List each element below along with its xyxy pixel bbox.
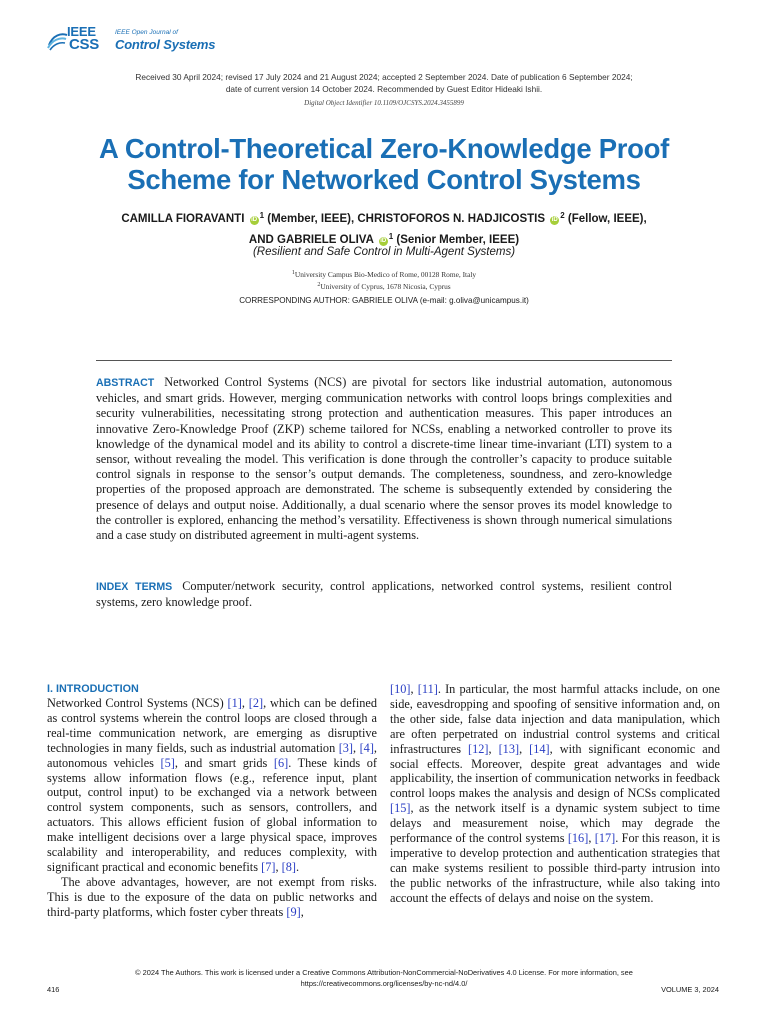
- citation-link[interactable]: [1]: [227, 696, 242, 710]
- text-run: , and smart grids: [174, 755, 274, 770]
- text-run: ,: [519, 741, 530, 756]
- text-run: The above advantages, however, are not exempt from risks. This is due to the exposure of the data on public networks and third-party platforms, which foster cyber threats: [47, 874, 377, 919]
- corresponding-author: CORRESPONDING AUTHOR: GABRIELE OLIVA (e-mail: g.oliva@unicampus.it): [239, 296, 529, 305]
- citation-link[interactable]: [14]: [529, 741, 550, 756]
- license-notice: [70, 967, 698, 989]
- index-terms-label: INDEX TERMS: [96, 581, 173, 593]
- citation-link[interactable]: [12]: [468, 741, 489, 756]
- text-run: ,: [300, 904, 304, 919]
- index-terms-text: Computer/network security, control applications, networked control systems, resilient control systems, zero knowledge proof.: [96, 579, 672, 610]
- text-run: Networked Control Systems (NCS): [47, 696, 228, 710]
- citation-link[interactable]: [15]: [390, 801, 411, 816]
- license-line-1: © 2024 The Authors. This work is licensed under a Creative Commons Attribution-NonCommercial-NoDerivatives 4.0 License. For more information, see: [135, 968, 633, 977]
- citation-link[interactable]: [16]: [567, 831, 589, 846]
- divider: [96, 360, 672, 361]
- affiliation-text: University Campus Bio-Medico of Rome, 00128 Rome, Italy: [294, 270, 477, 279]
- affiliation-sup: 2: [560, 211, 565, 220]
- ieee-swoosh-icon: [47, 31, 69, 51]
- text-run: , as the network itself is a dynamic system subject to time delays and measurement noise, which may degrade the performance of the control systems: [390, 801, 720, 846]
- abstract: [96, 375, 672, 543]
- logo-css-text: CSS: [69, 36, 99, 53]
- affiliation-sup: 1: [291, 270, 295, 276]
- affiliation-sup: 2: [317, 282, 321, 288]
- paragraph: [47, 696, 377, 875]
- text-run: ,: [588, 831, 595, 846]
- journal-logo: [47, 24, 247, 54]
- text-run: , with significant economic and social effects. Moreover, despite great advantages and wide applicability, the insertion of communication networks in feedback control loops makes the analysis and design of NCSs complicated: [390, 741, 720, 801]
- affiliation-2: [40, 280, 728, 292]
- paper-title: [40, 133, 728, 195]
- authors-line-1: [40, 207, 728, 228]
- body-column-right: [390, 682, 720, 906]
- author-list: [40, 207, 728, 249]
- author-name: AND GABRIELE OLIVA: [248, 234, 374, 246]
- abstract-text: Networked Control Systems (NCS) are pivotal for sectors like industrial automation, autonomous vehicles, and smart grids. However, merging communication networks with control loops brings complexities and security vulnerabilities, necessitating strong protection and authentication measures. This paper introduces an innovative Zero-Knowledge Proof (ZKP) scheme tailored for NCSs, enabling a networked controller to prove its knowledge of the dynamical model and its ability to control a discrete-time linear time-invariant (LTI) system to a sensor, without revealing the model. This verification is done through the controller’s capacity to produce suitable control signals in response to the sensor’s output demands. The completeness, soundness, and zero-knowledge properties of the proposed approach are demonstrated. The scheme is subsequently extended by considering the presence of delays and output noise. Additionally, a dual scenario where the sensor proves its model knowledge to the controller is explored, enhancing the method’s versatility. Effectiveness is shown through numerical simulations and a case study on distributed agreement in multi-agent systems.: [96, 375, 672, 543]
- affiliation-1: [40, 268, 728, 280]
- open-journal-label: IEEE Open Journal of: [115, 29, 178, 36]
- citation-link[interactable]: [10]: [390, 682, 411, 696]
- journal-name: Control Systems: [115, 37, 216, 52]
- paragraph: [390, 682, 720, 906]
- author-name: CHRISTOFOROS N. HADJICOSTIS: [357, 213, 546, 225]
- dates-line-2: date of current version 14 October 2024. Recommended by Guest Editor Hideaki Ishii.: [225, 84, 543, 94]
- orcid-icon[interactable]: iD: [251, 217, 258, 223]
- body-column-left: [47, 682, 377, 920]
- citation-link[interactable]: [7]: [261, 859, 276, 874]
- doi: Digital Object Identifier 10.1109/OJCSYS.2024.3455899: [304, 99, 464, 107]
- section-heading: I. INTRODUCTION: [47, 683, 139, 695]
- citation-link[interactable]: [5]: [160, 755, 175, 770]
- citation-link[interactable]: [17]: [594, 831, 616, 846]
- text-run: . These kinds of systems allow information flows (e.g., reference input, plant output, control input) to be exchanged via a network between control system components, such as sensors, controllers, and actuators. This allows efficient fusion of global information to make intelligent decisions over a large physical space, improves scalability and interoperability, and reduces complexity, with significant practical and economic benefits: [47, 755, 377, 874]
- paragraph: [47, 875, 377, 920]
- citation-link[interactable]: [9]: [286, 904, 301, 919]
- text-run: , autonomous vehicles: [47, 740, 377, 770]
- citation-link[interactable]: [11]: [417, 682, 438, 696]
- title-line-1: A Control-Theoretical Zero-Knowledge Proof: [98, 133, 669, 164]
- publication-dates: [60, 71, 708, 95]
- text-run: ,: [241, 696, 249, 710]
- orcid-icon[interactable]: iD: [380, 238, 387, 244]
- author-role: (Fellow, IEEE),: [567, 213, 647, 225]
- text-run: ,: [353, 740, 360, 755]
- affiliation-sup: 1: [388, 232, 394, 241]
- orcid-icon[interactable]: iD: [551, 217, 558, 223]
- text-run: , which can be defined as control systems wherein the control loops are closed through a real-time communication network, are emerging as disruptive technologies in many fields, such as industrial automation: [47, 696, 377, 755]
- text-run: . In particular, the most harmful attacks include, on one side, eavesdropping and spoofing of sensitive information and, on the other side, false data injection and data manipulation, which are often perpetrated on industrial control systems and critical infrastructures: [390, 682, 720, 756]
- citation-link[interactable]: [2]: [248, 696, 264, 710]
- license-link[interactable]: https://creativecommons.org/licenses/by-nc-nd/4.0/: [300, 979, 468, 988]
- text-run: ,: [410, 682, 418, 696]
- affiliation-sup: 1: [259, 211, 265, 220]
- citation-link[interactable]: [3]: [338, 740, 354, 755]
- author-role: (Senior Member, IEEE): [396, 234, 520, 246]
- text-run: .: [295, 859, 300, 874]
- citation-link[interactable]: [13]: [498, 741, 520, 756]
- abstract-label: ABSTRACT: [96, 377, 155, 389]
- title-line-2: Scheme for Networked Control Systems: [127, 164, 641, 195]
- special-section: (Resilient and Safe Control in Multi-Agent Systems): [252, 246, 516, 258]
- text-run: . For this reason, it is imperative to develop protection and authentication strategies that can make systems resilient to possible third-party intrusion into the public networks of the infrastructure, while also taking into account the effects of delays and noise on the system.: [390, 831, 720, 905]
- author-role: (Member, IEEE),: [267, 213, 355, 225]
- volume-info: VOLUME 3, 2024: [661, 985, 719, 994]
- affiliations: [40, 268, 728, 292]
- text-run: ,: [488, 741, 499, 756]
- citation-link[interactable]: [6]: [273, 755, 289, 770]
- dates-line-1: Received 30 April 2024; revised 17 July 2024 and 21 August 2024; accepted 2 September 2024. Date of publication 6 September 2024;: [135, 72, 633, 82]
- index-terms: [96, 579, 672, 610]
- author-name: CAMILLA FIORAVANTI: [121, 213, 245, 225]
- page-number: 416: [47, 985, 60, 994]
- text-run: ,: [275, 859, 282, 874]
- citation-link[interactable]: [8]: [281, 859, 296, 874]
- citation-link[interactable]: [4]: [359, 740, 374, 755]
- logo-ieee-text: IEEE: [67, 24, 96, 39]
- affiliation-text: University of Cyprus, 1678 Nicosia, Cyprus: [320, 282, 451, 291]
